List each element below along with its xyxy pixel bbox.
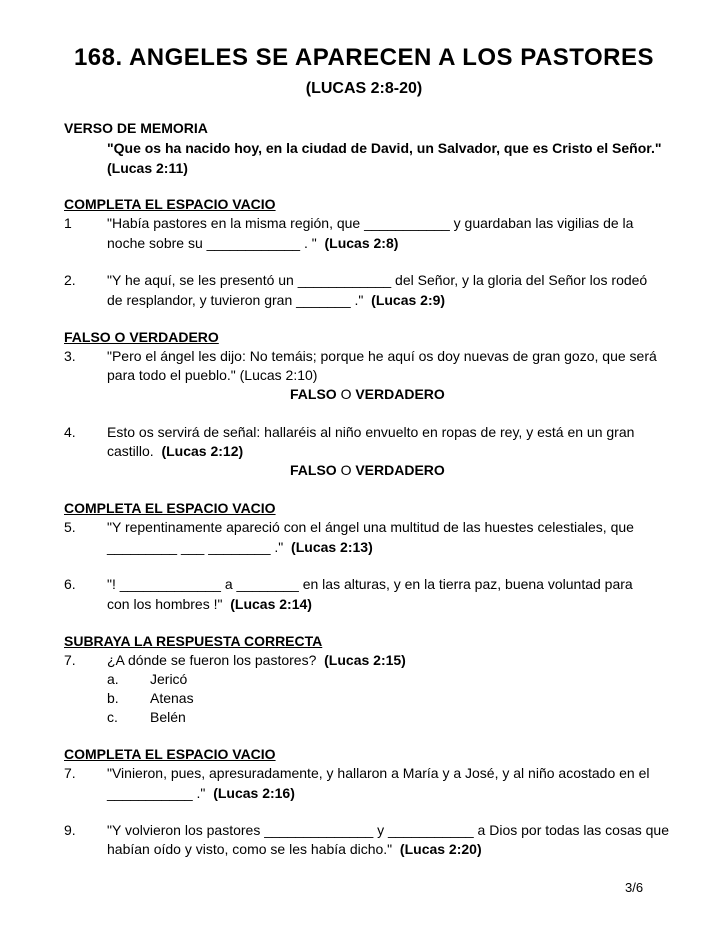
question-4-true-option[interactable]: VERDADERO: [355, 462, 445, 478]
question-5-line-1: "Y repentinamente apareció con el ángel una multitud de las huestes celestiales, que: [107, 519, 634, 535]
question-9-line-1: "Y volvieron los pastores ______________ y ___________ a Dios por todas las cosas que: [107, 822, 669, 838]
question-9-line-2: [107, 841, 482, 857]
question-6-text: con los hombres !": [107, 596, 223, 612]
memory-verse-reference: (Lucas 2:11): [107, 160, 188, 176]
question-3-false-option[interactable]: FALSO: [290, 386, 337, 402]
question-2-line-1: "Y he aquí, se les presentó un ____________ del Señor, y la gloria del Señor los rodeó: [107, 272, 648, 288]
question-2-reference: (Lucas 2:9): [371, 292, 446, 308]
question-2-text: de resplandor, y tuvieron gran _______ .": [107, 292, 364, 308]
question-8-text: ___________ .": [107, 785, 206, 801]
question-1-line-2: [107, 235, 398, 251]
question-8-line-2: [107, 785, 295, 801]
question-number-2: 2.: [64, 272, 76, 288]
question-4-false-option[interactable]: FALSO: [290, 462, 337, 478]
question-4-or: O: [340, 462, 352, 478]
question-3-line-1: "Pero el ángel les dijo: No temáis; porque he aquí os doy nuevas de gran gozo, que será: [107, 348, 657, 364]
page-number: 3/6: [625, 880, 644, 895]
section-heading-fill-2: COMPLETA EL ESPACIO VACIO: [64, 500, 276, 516]
question-number-5: 5.: [64, 519, 76, 535]
question-number-3: 3.: [64, 348, 76, 364]
question-9-text: habían oído y visto, como se les había dicho.": [107, 841, 393, 857]
question-5-reference: (Lucas 2:13): [291, 539, 373, 555]
question-3-answer-choice: [290, 386, 445, 402]
memory-verse-heading: VERSO DE MEMORIA: [64, 120, 208, 136]
scripture-range: (LUCAS 2:8-20): [305, 80, 423, 97]
question-1-line-1: "Había pastores en la misma región, que ___________ y guardaban las vigilias de la: [107, 215, 634, 231]
question-6-line-2: [107, 596, 312, 612]
question-number-7: 7.: [64, 652, 76, 668]
question-5-line-2: [107, 539, 373, 555]
question-6-reference: (Lucas 2:14): [230, 596, 312, 612]
section-heading-true-false: FALSO O VERDADERO: [64, 329, 219, 345]
question-3-true-option[interactable]: VERDADERO: [355, 386, 445, 402]
option-letter: c.: [107, 709, 118, 725]
question-5-text: _________ ___ ________ .": [107, 539, 284, 555]
section-heading-underline: SUBRAYA LA RESPUESTA CORRECTA: [64, 633, 323, 649]
question-4-text: castillo.: [107, 443, 154, 459]
question-4-line-1: Esto os servirá de señal: hallaréis al niño envuelto en ropas de rey, y está en un gran: [107, 424, 635, 440]
question-number-1: 1: [64, 215, 72, 231]
section-heading-fill-3: COMPLETA EL ESPACIO VACIO: [64, 746, 276, 762]
question-number-6: 6.: [64, 576, 76, 592]
question-9-reference: (Lucas 2:20): [399, 841, 482, 857]
question-7-reference: (Lucas 2:15): [324, 652, 406, 668]
question-number-4: 4.: [64, 424, 76, 440]
question-6-line-1: "! _____________ a ________ en las alturas, y en la tierra paz, buena voluntad para: [107, 576, 633, 592]
option-text[interactable]: Belén: [150, 709, 186, 725]
question-number-8: 7.: [64, 765, 76, 781]
question-7-text: ¿A dónde se fueron los pastores?: [107, 652, 317, 668]
question-2-line-2: [107, 292, 445, 308]
question-8-line-1: "Vinieron, pues, apresuradamente, y hallaron a María y a José, y al niño acostado en el: [107, 765, 650, 781]
question-4-answer-choice: [290, 462, 445, 478]
question-3-or: O: [340, 386, 352, 402]
question-7-line-1: [107, 652, 406, 668]
question-4-reference: (Lucas 2:12): [161, 443, 244, 459]
question-1-text: noche sobre su ____________ . ": [107, 235, 317, 251]
question-4-line-2: [107, 443, 243, 459]
question-1-reference: (Lucas 2:8): [324, 235, 399, 251]
option-text[interactable]: Atenas: [150, 690, 194, 706]
option-letter: a.: [107, 671, 119, 687]
page-title: 168. ANGELES SE APARECEN A LOS PASTORES: [73, 44, 655, 71]
option-text[interactable]: Jericó: [150, 671, 188, 687]
page-subtitle: [0, 80, 728, 98]
option-letter: b.: [107, 690, 119, 706]
question-8-reference: (Lucas 2:16): [213, 785, 295, 801]
question-3-line-2: para todo el pueblo." (Lucas 2:10): [107, 367, 318, 383]
question-number-9: 9.: [64, 822, 76, 838]
memory-verse-text: "Que os ha nacido hoy, en la ciudad de David, un Salvador, que es Cristo el Señor.": [107, 140, 662, 156]
section-heading-fill-1: COMPLETA EL ESPACIO VACIO: [64, 196, 276, 212]
